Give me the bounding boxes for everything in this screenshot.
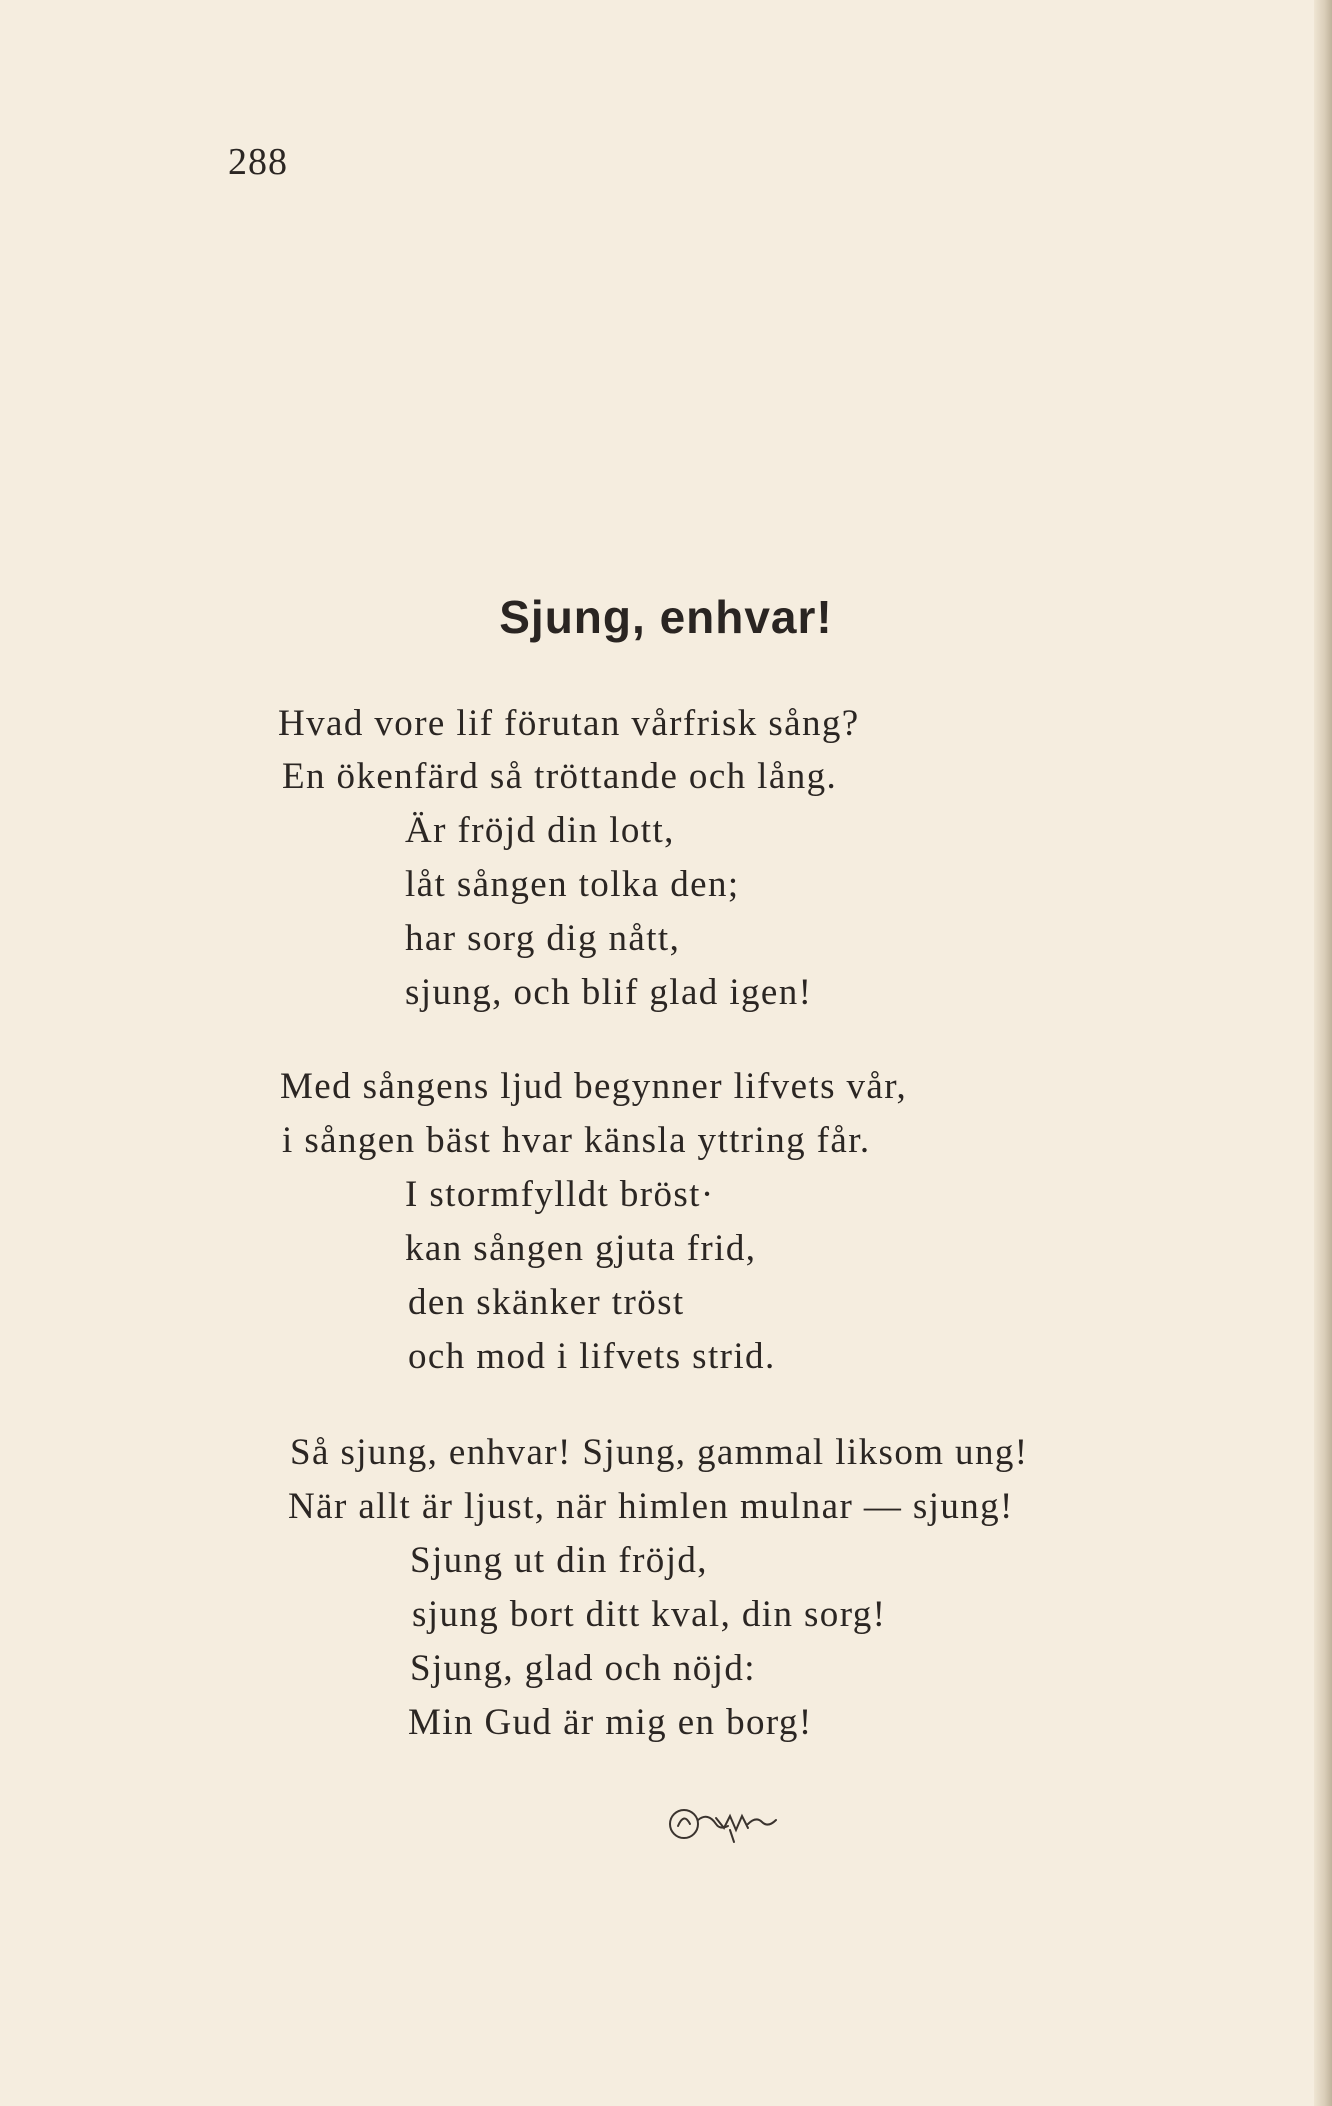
stanza-3-line-5: Sjung, glad och nöjd: [410, 1648, 756, 1689]
stanza-3-line-4: sjung bort ditt kval, din sorg! [412, 1594, 887, 1635]
stanza-2-line-3: I stormfylldt bröst· [405, 1174, 715, 1215]
stanza-1-line-4: låt sången tolka den; [405, 864, 740, 905]
ornament-icon [664, 1798, 804, 1848]
stanza-1-line-2: En ökenfärd så tröttande och lång. [282, 756, 838, 797]
stanza-1-line-5: har sorg dig nått, [405, 918, 681, 959]
stanza-2-line-2: i sången bäst hvar känsla yttring får. [282, 1120, 871, 1161]
stanza-3-line-6: Min Gud är mig en borg! [408, 1702, 813, 1743]
stanza-3-line-3: Sjung ut din fröjd, [410, 1540, 708, 1581]
stanza-3-line-1: Så sjung, enhvar! Sjung, gammal liksom ung! [290, 1432, 1029, 1473]
stanza-3-line-2: När allt är ljust, när himlen mulnar — sjung! [288, 1486, 1014, 1527]
stanza-2-line-1: Med sångens ljud begynner lifvets vår, [280, 1066, 908, 1107]
stanza-1-line-1: Hvad vore lif förutan vårfrisk sång? [278, 703, 860, 744]
page-edge [1314, 0, 1332, 2106]
poem-title: Sjung, enhvar! [499, 591, 833, 643]
page-number: 288 [228, 141, 288, 183]
stanza-1-line-3: Är fröjd din lott, [405, 810, 675, 851]
stanza-2-line-4: kan sången gjuta frid, [405, 1228, 757, 1269]
stanza-2-line-5: den skänker tröst [408, 1282, 685, 1323]
stanza-1-line-6: sjung, och blif glad igen! [405, 972, 813, 1013]
stanza-2-line-6: och mod i lifvets strid. [408, 1336, 776, 1377]
